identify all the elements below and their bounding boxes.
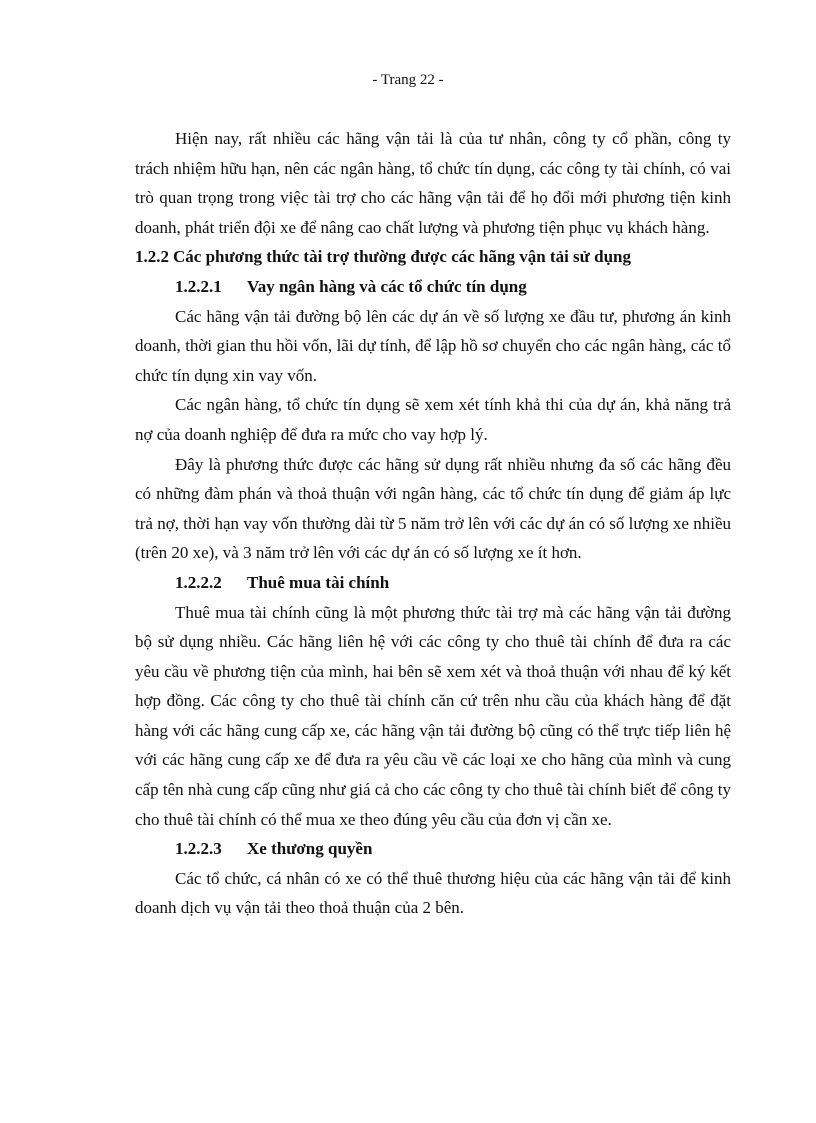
- subsection-number: 1.2.2.1: [175, 276, 222, 296]
- subsection-heading-2: [135, 568, 731, 598]
- intro-paragraph: Hiện nay, rất nhiều các hãng vận tải là của tư nhân, công ty cổ phần, công ty trách nhiệm hữu hạn, nên các ngân hàng, tổ chức tín dụng, các công ty tài chính, có vai trò quan trọng trong việc tài trợ cho các hãng vận tải để họ đổi mới phương tiện kinh doanh, phát triển đội xe để nâng cao chất lượng và phương tiện phục vụ khách hàng.: [135, 129, 731, 237]
- subsection-title: Xe thương quyền: [247, 839, 373, 859]
- page-number: - Trang 22 -: [372, 72, 444, 88]
- subsection-heading-3: [135, 834, 731, 864]
- body-paragraph: Các ngân hàng, tổ chức tín dụng sẽ xem xét tính khả thi của dự án, khả năng trả nợ của doanh nghiệp để đưa ra mức cho vay hợp lý.: [135, 395, 731, 444]
- body-paragraph: Đây là phương thức được các hãng sử dụng rất nhiều nhưng đa số các hãng đều có những đàm phán và thoả thuận với ngân hàng, các tổ chức tín dụng để giảm áp lực trả nợ, thời hạn vay vốn thường dài từ 5 năm trở lên với các dự án có số lượng xe nhiều (trên 20 xe), và 3 năm trở lên với các dự án có số lượng xe ít hơn.: [135, 454, 731, 563]
- subsection-title: Thuê mua tài chính: [247, 572, 390, 592]
- section-title: Các phương thức tài trợ thường được các hãng vận tải sử dụng: [173, 247, 631, 267]
- subsection-heading-1: [135, 272, 731, 302]
- section-number: 1.2.2: [135, 247, 169, 267]
- subsection-number: 1.2.2.3: [175, 839, 222, 859]
- body-paragraph: Thuê mua tài chính cũng là một phương thức tài trợ mà các hãng vận tải đường bộ sử dụng nhiều. Các hãng liên hệ với các công ty cho thuê tài chính để đưa ra các yêu cầu về phương tiện của mình, hai bên sẽ xem xét và thoả thuận với nhau để ký kết hợp đồng. Các công ty cho thuê tài chính căn cứ trên nhu cầu của khách hàng để đặt hàng với các hãng cung cấp xe, các hãng vận tải đường bộ cũng có thể trực tiếp liên hệ với các hãng cung cấp xe để đưa ra yêu cầu về các loại xe cho hãng của mình và cung cấp tên nhà cung cấp cũng như giá cả cho các công ty cho thuê tài chính biết để công ty cho thuê tài chính có thể mua xe theo đúng yêu cầu của đơn vị cần xe.: [135, 602, 731, 829]
- section-heading: [135, 242, 731, 272]
- subsection-number: 1.2.2.2: [175, 572, 222, 592]
- body-paragraph: Các tổ chức, cá nhân có xe có thể thuê thương hiệu của các hãng vận tải để kinh doanh dịch vụ vận tải theo thoả thuận của 2 bên.: [135, 868, 731, 918]
- document-body: [135, 124, 731, 923]
- body-paragraph: Các hãng vận tải đường bộ lên các dự án về số lượng xe đầu tư, phương án kinh doanh, thời gian thu hồi vốn, lãi dự tính, để lập hồ sơ chuyển cho các ngân hàng, các tổ chức tín dụng xin vay vốn.: [135, 306, 731, 385]
- subsection-title: Vay ngân hàng và các tổ chức tín dụng: [247, 276, 527, 296]
